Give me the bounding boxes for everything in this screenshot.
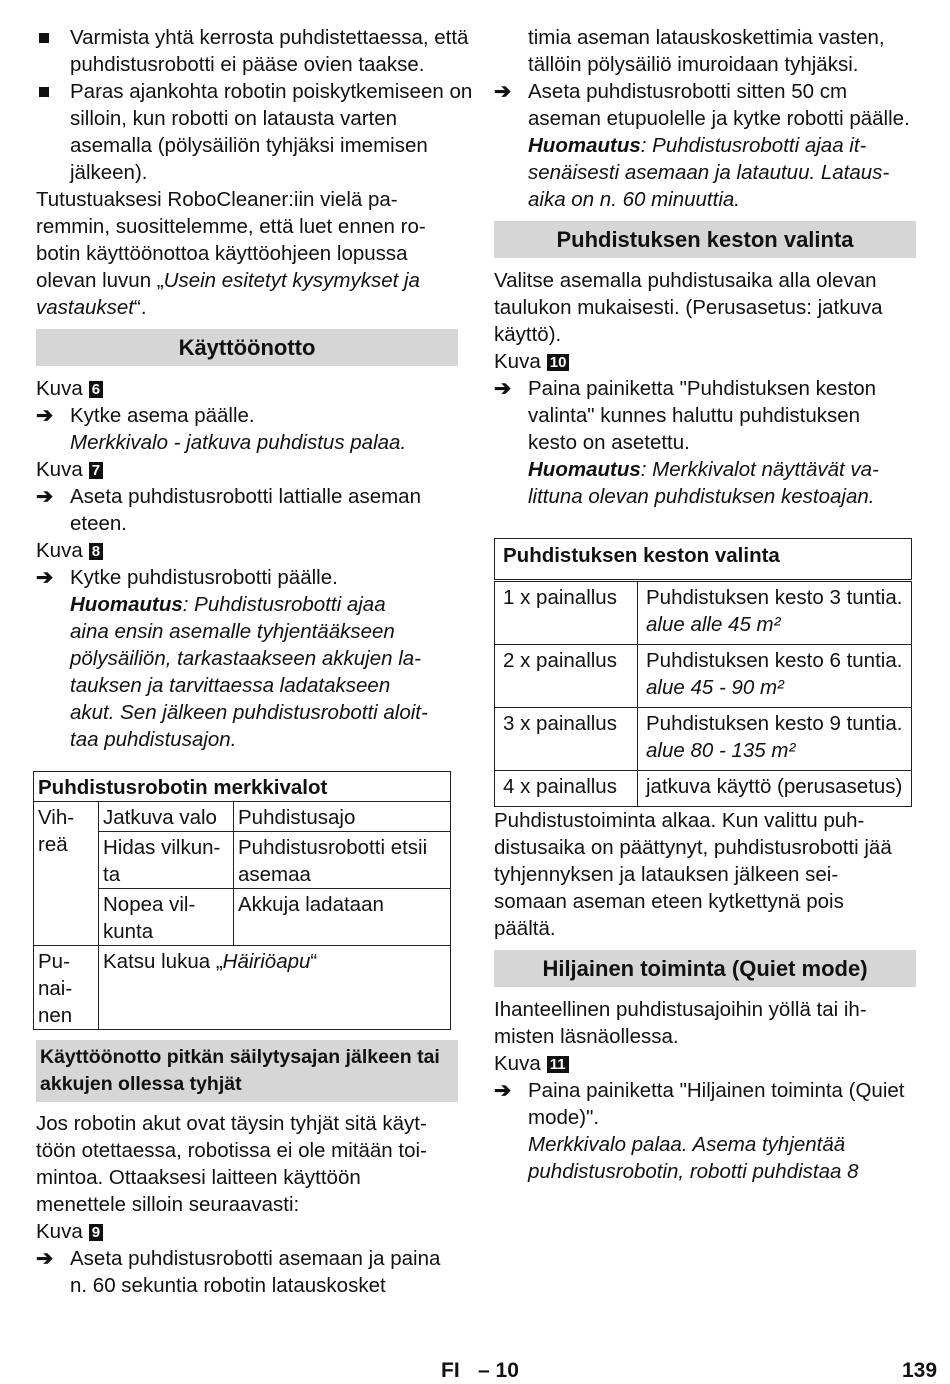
figure-label: Kuva [36, 1220, 83, 1243]
section-heading: Käyttöönotto pitkän säilytysajan jälkeen tai akkujen ollessa tyhjät [36, 1040, 458, 1102]
instruction-step [36, 1245, 456, 1299]
figure-ref [36, 456, 458, 483]
color-cell-red: Punainen [34, 946, 99, 1030]
arrow-icon: ➔ [494, 1079, 512, 1102]
bullet-text: Paras ajankohta robotin poiskytkemiseen on silloin, kun robotti on latausta varten asemalla (pölysäiliön tyhjäksi imemisen jälkeen). [70, 80, 473, 184]
note-label: Huomautus [70, 593, 183, 616]
arrow-icon: ➔ [36, 1247, 54, 1270]
duration-text: Puhdistuksen kesto 9 tuntia. [646, 712, 903, 735]
instruction-step [36, 483, 458, 537]
figure-number: 6 [89, 381, 103, 398]
table-cell [99, 946, 451, 1030]
table-cell: 1 x painallus [495, 581, 638, 645]
figure-ref [494, 1050, 916, 1077]
section-heading: Käyttöönotto [36, 329, 458, 366]
indicator-lights-table [33, 771, 451, 1030]
section-paragraph: Ihanteellinen puhdistusajoihin yöllä tai ihmisten läsnäollessa. [494, 998, 867, 1048]
table-cell: 3 x painallus [495, 708, 638, 771]
figure-ref [494, 348, 916, 375]
duration-text: Puhdistuksen kesto 6 tuntia. [646, 649, 903, 672]
section-paragraph: Puhdistustoiminta alkaa. Kun valittu puhdistusaika on päättynyt, puhdistusrobotti jää tyhjennyksen ja latauksen jälkeen seisomaan aseman eteen kytkettynä pois päältä. [494, 809, 892, 940]
duration-table [494, 538, 912, 807]
footer-language: FI [441, 1359, 460, 1382]
step-text: Aseta puhdistusrobotti asemaan ja paina n. 60 sekuntia robotin latauskosket [70, 1247, 441, 1297]
arrow-icon: ➔ [36, 404, 54, 427]
note-text: : Puhdistusrobotti ajaa itsenäisesti asemaan ja latautuu. Latausaika on n. 60 minuuttia. [528, 134, 890, 211]
figure-label: Kuva [36, 377, 83, 400]
table-cell: Nopea vilkunta [99, 889, 234, 946]
square-bullet-icon [39, 33, 49, 43]
step-note [494, 132, 914, 213]
left-column [36, 24, 473, 1299]
right-column [494, 24, 916, 1185]
figure-number: 10 [547, 354, 570, 371]
figure-ref [36, 375, 458, 402]
bullet-item [36, 24, 480, 78]
step-note [36, 591, 430, 753]
chapter-ref: Häiriöapu [222, 950, 311, 973]
area-text: alue 45 - 90 m² [646, 676, 784, 699]
step-text-continued: timia aseman latauskoskettimia vasten, tällöin pölysäiliö imuroidaan tyhjäksi. [528, 26, 885, 76]
table-cell [638, 708, 912, 771]
figure-number: 9 [89, 1224, 103, 1241]
figure-label: Kuva [36, 458, 83, 481]
figure-number: 7 [89, 462, 103, 479]
cell-text: Katsu lukua „ [103, 950, 223, 973]
step-note: Merkkivalo - jatkuva puhdistus palaa. [70, 431, 407, 454]
step-text: Paina painiketta "Hiljainen toiminta (Quiet mode)". [528, 1079, 905, 1129]
table-cell: Jatkuva valo [99, 802, 234, 832]
table-cell: 2 x painallus [495, 645, 638, 708]
figure-label: Kuva [36, 539, 83, 562]
instruction-step [36, 402, 458, 429]
instruction-step [494, 78, 914, 132]
figure-ref [36, 537, 458, 564]
arrow-icon: ➔ [36, 485, 54, 508]
cell-text-end: “ [310, 950, 318, 973]
arrow-icon: ➔ [494, 377, 512, 400]
step-text: Aseta puhdistusrobotti lattialle aseman eteen. [70, 485, 421, 535]
step-text: Kytke puhdistusrobotti päälle. [70, 566, 338, 589]
figure-label: Kuva [494, 1052, 541, 1075]
instruction-step [494, 1077, 914, 1131]
table-cell [638, 581, 912, 645]
intro-text: Tutustuaksesi RoboCleaner:iin vielä paremmin, suosittelemme, että luet ennen robotin käyttöönottoa käyttöohjeen lopussa olevan luvun „ [36, 188, 426, 292]
table-cell: Akkuja ladataan [234, 889, 451, 946]
table-cell: jatkuva käyttö (perusasetus) [638, 771, 912, 807]
table-title: Puhdistusrobotin merkkivalot [34, 772, 451, 802]
square-bullet-icon [39, 87, 49, 97]
figure-ref [36, 1218, 458, 1245]
intro-chapter-ref: Usein esitetyt kysymykset ja vastaukset [36, 269, 420, 319]
table-title: Puhdistuksen keston valinta [495, 539, 912, 581]
area-text: alue 80 - 135 m² [646, 739, 796, 762]
step-text: Kytke asema päälle. [70, 404, 255, 427]
instruction-step [494, 375, 914, 456]
color-cell-green: Vihreä [34, 802, 99, 946]
figure-number: 8 [89, 543, 103, 560]
table-cell [638, 645, 912, 708]
figure-number: 11 [547, 1056, 569, 1073]
note-label: Huomautus [528, 458, 641, 481]
table-cell: Hidas vilkunta [99, 832, 234, 889]
arrow-icon: ➔ [494, 80, 512, 103]
intro-end: “. [134, 296, 147, 319]
table-cell: 4 x painallus [495, 771, 638, 807]
footer-page-number: 139 [902, 1359, 938, 1382]
instruction-step [36, 564, 458, 591]
section-heading: Hiljainen toiminta (Quiet mode) [494, 950, 916, 987]
bullet-text: Varmista yhtä kerrosta puhdistettaessa, että puhdistusrobotti ei pääse ovien taakse. [70, 26, 469, 76]
arrow-icon: ➔ [36, 566, 54, 589]
step-note: Merkkivalo palaa. Asema tyhjentää puhdistusrobotin, robotti puhdistaa 8 [528, 1133, 859, 1183]
table-cell: Puhdistusajo [234, 802, 451, 832]
section-paragraph: Jos robotin akut ovat täysin tyhjät sitä käyttöön otettaessa, robotissa ei ole mitään toimintoa. Ottaaksesi laitteen käyttöön menettele silloin seuraavasti: [36, 1112, 427, 1216]
step-text: Aseta puhdistusrobotti sitten 50 cm aseman etupuolelle ja kytke robotti päälle. [528, 80, 910, 130]
footer-section-page: – 10 [478, 1359, 519, 1382]
area-text: alue alle 45 m² [646, 613, 781, 636]
duration-text: Puhdistuksen kesto 3 tuntia. [646, 586, 903, 609]
note-text: : Merkkivalot näyttävät valittuna olevan puhdistuksen kestoajan. [528, 458, 879, 508]
bullet-item [36, 78, 480, 186]
step-note [494, 456, 914, 510]
intro-paragraph [36, 186, 454, 321]
figure-label: Kuva [494, 350, 541, 373]
note-text: : Puhdistusrobotti ajaa aina ensin asemalle tyhjentääkseen pölysäiliön, tarkastaakseen akkujen latauksen ja tarvittaessa ladatakseen akut. Sen jälkeen puhdistusrobotti aloittaa puhdistusajon. [70, 593, 428, 751]
section-paragraph: Valitse asemalla puhdistusaika alla olevan taulukon mukaisesti. (Perusasetus: jatkuva käyttö). [494, 269, 883, 346]
table-cell: Puhdistusrobotti etsii asemaa [234, 832, 451, 889]
step-text: Paina painiketta "Puhdistuksen keston valinta" kunnes haluttu puhdistuksen kesto on asetettu. [528, 377, 877, 454]
section-heading: Puhdistuksen keston valinta [494, 221, 916, 258]
note-label: Huomautus [528, 134, 641, 157]
